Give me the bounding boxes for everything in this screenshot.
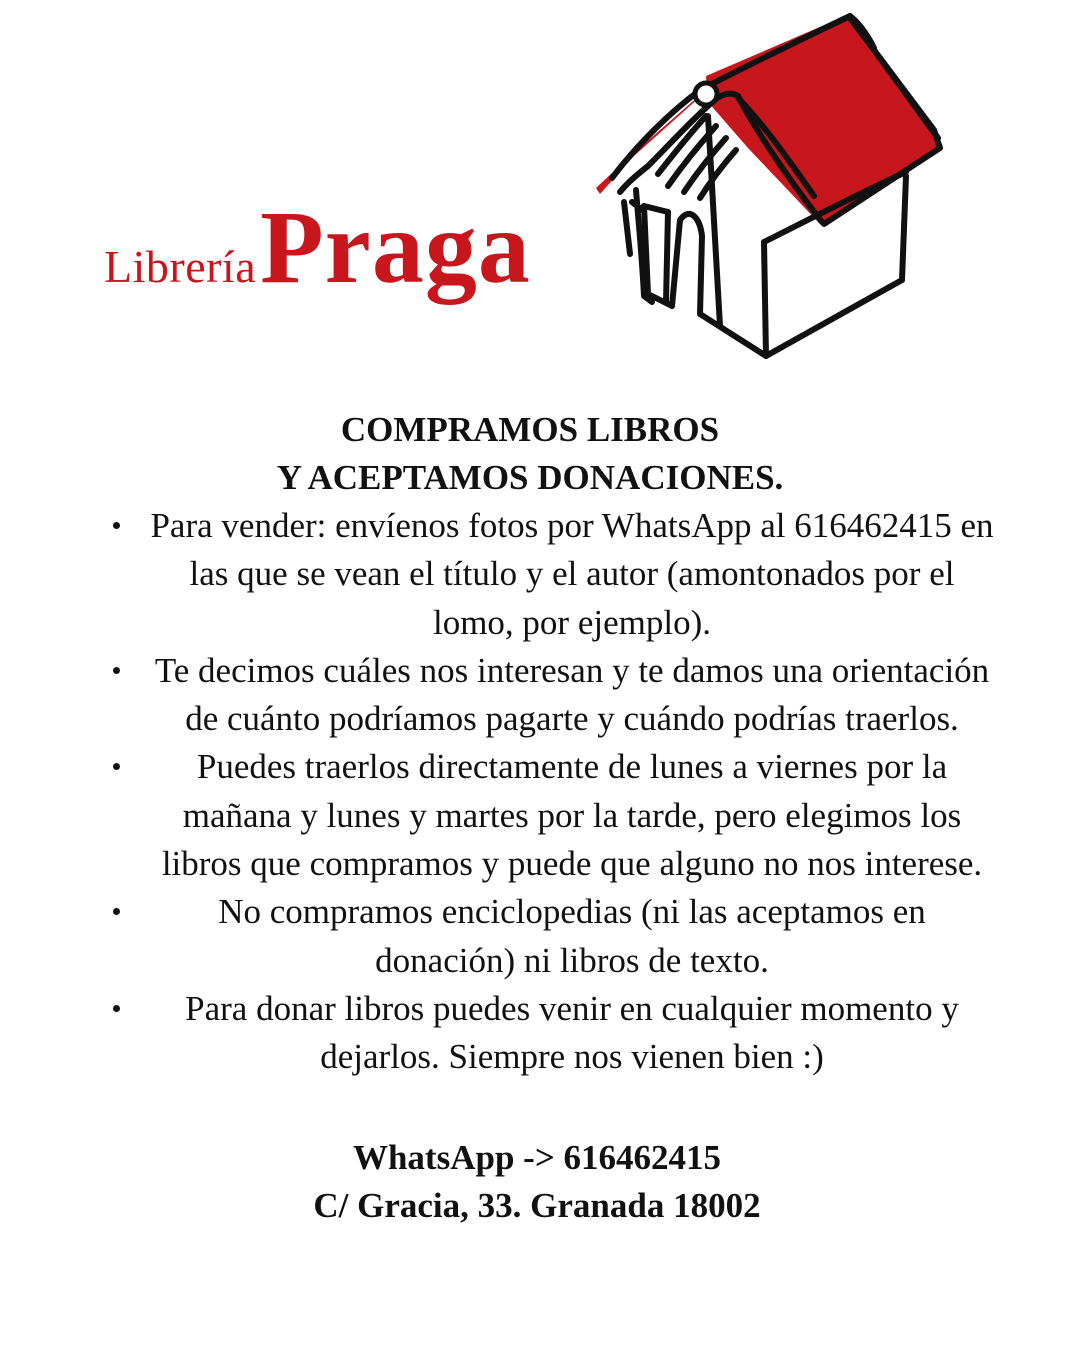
logo-wordmark: [104, 188, 531, 307]
list-item: [0, 743, 1080, 888]
list-item-text: Te decimos cuáles nos interesan y te damos una orientación de cuánto podríamos pagarte y cuándo podrías traerlos.: [154, 650, 990, 739]
logo-small-text: Librería: [104, 241, 257, 292]
list-item-text: Para donar libros puedes venir en cualquier momento y dejarlos. Siempre nos vienen bien :): [185, 988, 959, 1077]
list-item-text: No compramos enciclopedias (ni las aceptamos en donación) ni libros de texto.: [218, 892, 926, 980]
list-item-text: Para vender: envíenos fotos por WhatsApp al 616462415 en las que se vean el título y el autor (amontonados por el lomo, por ejemplo).: [150, 506, 994, 642]
house-book-icon: [588, 6, 958, 362]
roof-knob: [695, 83, 717, 105]
list-item-text: Puedes traerlos directamente de lunes a viernes por la mañana y lunes y martes por la tarde, pero elegimos los libros que compramos y puede que alguno no nos interese.: [161, 747, 983, 884]
address: C/ Gracia, 33. Granada 18002: [313, 1185, 761, 1225]
bullet-icon: [113, 1005, 120, 1012]
main-content: [0, 406, 1080, 1230]
logo: [0, 0, 1080, 370]
logo-big-text: Praga: [260, 190, 531, 305]
contact-info: [0, 1134, 1080, 1230]
list-item: [0, 888, 1080, 985]
whatsapp-contact: WhatsApp -> 616462415: [352, 1137, 722, 1177]
list-item: [0, 647, 1080, 744]
headline-line-2: Y ACEPTAMOS DONACIONES.: [276, 458, 784, 497]
bullet-icon: [113, 522, 120, 529]
list-item: [0, 985, 1080, 1082]
bullet-icon: [113, 763, 120, 770]
info-list: [0, 502, 1080, 1082]
bullet-icon: [113, 667, 120, 674]
headline-line-1: COMPRAMOS LIBROS: [340, 410, 720, 449]
bullet-icon: [113, 908, 120, 915]
list-item: [0, 502, 1080, 647]
headline: [0, 406, 1080, 502]
